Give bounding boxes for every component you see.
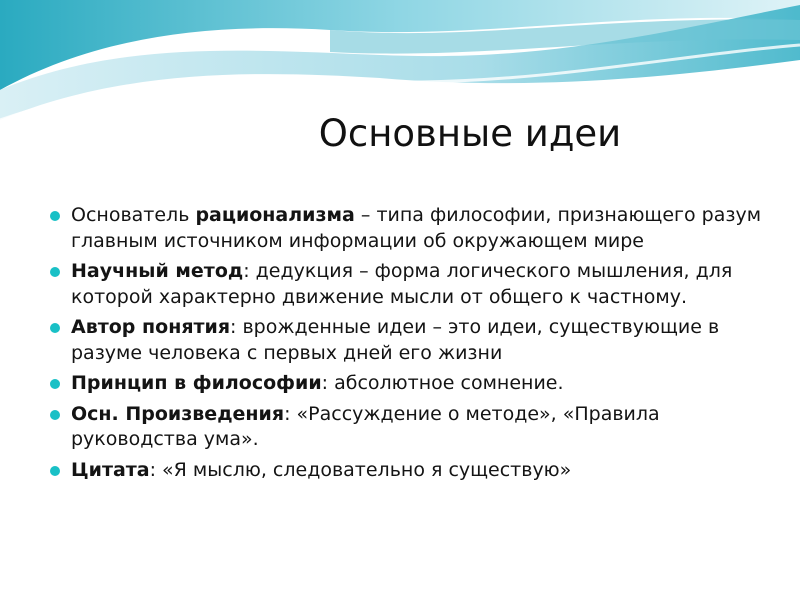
bullet-dot-icon bbox=[50, 267, 60, 277]
slide-title: Основные идеи bbox=[318, 112, 622, 155]
bullet-item: Осн. Произведения: «Рассуждение о методе», «Правила руководства ума». bbox=[50, 402, 770, 453]
bullet-item: Принцип в философии: абсолютное сомнение. bbox=[50, 371, 770, 397]
bullet-list bbox=[50, 203, 770, 488]
bullet-item: Основатель рационализма – типа философии, признающего разум главным источником информации об окружающем мире bbox=[50, 203, 770, 254]
bullet-dot-icon bbox=[50, 211, 60, 221]
bullet-item: Цитата: «Я мыслю, следовательно я существую» bbox=[50, 458, 770, 484]
bullet-item: Научный метод: дедукция – форма логического мышления, для которой характерно движение мысли от общего к частному. bbox=[50, 259, 770, 310]
bullet-item: Автор понятия: врожденные идеи – это идеи, существующие в разуме человека с первых дней его жизни bbox=[50, 315, 770, 366]
bullet-dot-icon bbox=[50, 410, 60, 420]
bullet-dot-icon bbox=[50, 466, 60, 476]
bullet-dot-icon bbox=[50, 379, 60, 389]
bullet-dot-icon bbox=[50, 323, 60, 333]
